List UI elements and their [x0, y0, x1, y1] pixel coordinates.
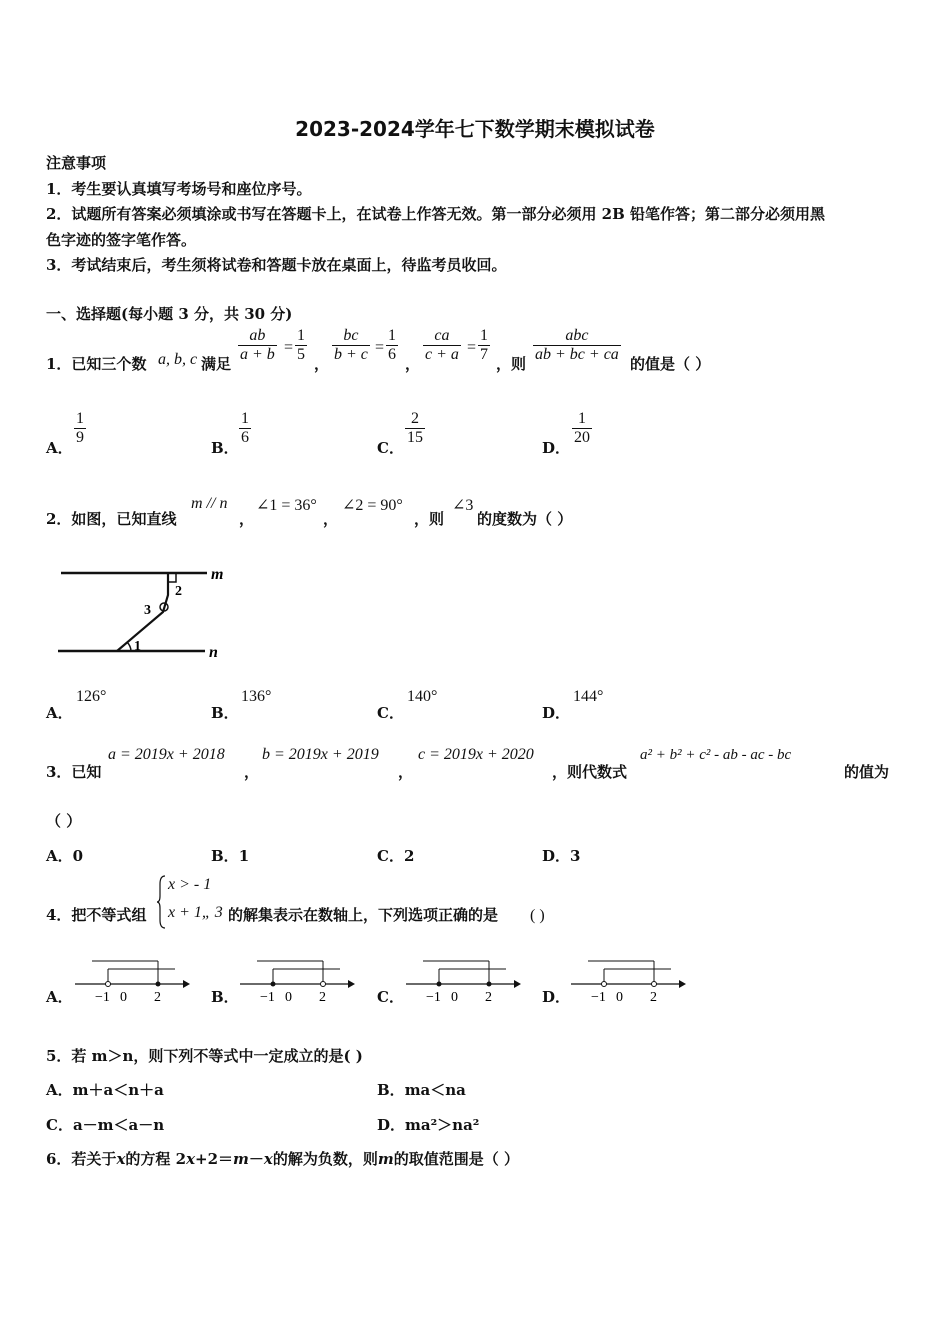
q2-cond1: m // n	[191, 495, 228, 512]
q1-option-a: $\frac{1}{9}$	[76, 410, 84, 446]
note-item-1: 1．考生要认真填写考场号和座位序号。	[46, 180, 312, 198]
q1-option-b: $\frac{1}{6}$	[241, 410, 249, 446]
q2-cond2: ∠1 = 36°	[256, 497, 317, 514]
svg-text:0: 0	[451, 990, 458, 1005]
q4-option-c-label: C．	[377, 988, 404, 1006]
q1-frac3: $\frac{ca}{c + a}$	[425, 327, 459, 363]
q4-line1: x > - 1	[168, 876, 212, 893]
label-m: m	[211, 566, 224, 583]
q1-eq2: =	[375, 339, 385, 356]
q2-cond3: ∠2 = 90°	[342, 497, 403, 514]
q3-b: b = 2019x + 2019	[262, 746, 379, 763]
q3-suffix: 的值为	[844, 763, 890, 781]
q4-numberline-a	[75, 955, 190, 1007]
q4-option-d-label: D．	[542, 988, 571, 1006]
q1-option-a-label: A．	[46, 439, 73, 457]
q1-option-c-label: C．	[377, 439, 404, 457]
svg-text:2: 2	[154, 990, 161, 1005]
q2-option-d-label: D．	[542, 704, 571, 722]
note-item-2: 2．试题所有答案必须填涂或书写在答题卡上，在试卷上作答无效。第一部分必须用 2B 铅笔作答；第二部分必须用黑	[46, 205, 826, 223]
note-item-3: 3．考试结束后，考生须将试卷和答题卡放在桌面上，待监考员收回。	[46, 256, 507, 274]
q4-option-a-label: A．	[46, 988, 73, 1006]
angle-2-mark	[168, 573, 176, 582]
q2-angle: ∠3	[452, 497, 474, 514]
q2-option-c: 140°	[407, 688, 438, 705]
q1-suffix: 的值是（ ）	[630, 355, 711, 373]
q1-frac2: $\frac{bc}{b + c}$	[334, 327, 368, 363]
q3-prefix: 3．已知	[46, 763, 102, 781]
q5-option-b: B．ma＜na	[377, 1081, 466, 1099]
q2-comma1: ，	[239, 510, 255, 528]
q3-option-b: B．1	[211, 847, 250, 865]
q3-option-c: C．2	[377, 847, 415, 865]
svg-text:0: 0	[120, 990, 127, 1005]
q5-option-c: C．a－m＜a－n	[46, 1116, 165, 1134]
q2-prefix: 2．如图，已知直线	[46, 510, 177, 528]
q2-then: ，则	[414, 510, 445, 528]
q4-brace	[157, 874, 167, 930]
q3-comma2: ，	[398, 763, 414, 781]
q1-eq1: =	[284, 339, 294, 356]
svg-text:0: 0	[616, 990, 623, 1005]
q1-option-b-label: B．	[211, 439, 239, 457]
q3-mid: ，则代数式	[552, 763, 628, 781]
q1-mid: 满足	[201, 355, 232, 373]
q5-option-a: A．m＋a＜n＋a	[46, 1081, 164, 1099]
section-heading: 一、选择题(每小题 3 分，共 30 分)	[46, 305, 293, 323]
q1-comma1: ，	[314, 355, 330, 373]
q1-target-frac: abc ab + bc + ca	[535, 327, 619, 363]
q4-line2: x + 1„ 3	[168, 904, 223, 921]
q3-option-a: A．0	[46, 847, 84, 865]
q2-option-b-label: B．	[211, 704, 239, 722]
q2-option-c-label: C．	[377, 704, 404, 722]
q1-vars: a, b, c	[158, 351, 198, 368]
q2-comma2: ，	[323, 510, 339, 528]
svg-text:2: 2	[319, 990, 326, 1005]
q1-prefix: 1．已知三个数	[46, 355, 147, 373]
q3-a: a = 2019x + 2018	[108, 746, 225, 763]
q3-option-d: D．3	[542, 847, 581, 865]
notes-heading: 注意事项	[46, 154, 107, 172]
q3-paren: （ ）	[46, 812, 82, 830]
q2-option-b: 136°	[241, 688, 272, 705]
q4-numberline-b	[240, 955, 355, 1007]
broken-line	[117, 573, 168, 651]
svg-text:2: 2	[485, 990, 492, 1005]
q1-eq3: =	[467, 339, 477, 356]
page-title: 2023-2024学年七下数学期末模拟试卷	[295, 117, 655, 141]
angle-1-mark	[127, 642, 131, 651]
label-angle-3: 3	[144, 603, 151, 618]
q1-option-d-label: D．	[542, 439, 571, 457]
svg-text:−1: −1	[426, 990, 441, 1005]
q4-suffix: 的解集表示在数轴上，下列选项正确的是	[228, 906, 499, 924]
label-n: n	[209, 644, 218, 660]
q4-prefix: 4．把不等式组	[46, 906, 147, 924]
q2-figure	[55, 560, 245, 660]
label-angle-2: 2	[175, 584, 182, 599]
svg-text:0: 0	[285, 990, 292, 1005]
svg-text:−1: −1	[591, 990, 606, 1005]
q2-option-a-label: A．	[46, 704, 73, 722]
svg-text:−1: −1	[95, 990, 110, 1005]
q1-frac3-val: $\frac{1}{7}$	[480, 327, 488, 363]
note-item-2-cont: 色字迹的签字笔作答。	[46, 231, 197, 249]
label-angle-1: 1	[134, 639, 141, 654]
q1-frac1-val: $\frac{1}{5}$	[297, 327, 305, 363]
q5-option-d: D．ma²＞na²	[377, 1116, 480, 1134]
q6-stem: 6．若关于x的方程 2x+2＝m－x的解为负数，则m的取值范围是（ ）	[46, 1150, 519, 1168]
svg-text:−1: −1	[260, 990, 275, 1005]
q1-frac2-val: $\frac{1}{6}$	[388, 327, 396, 363]
q4-paren: ( )	[530, 907, 545, 924]
q3-expr: a² + b² + c² - ab - ac - bc	[640, 747, 792, 763]
q4-numberline-d	[571, 955, 686, 1007]
q1-frac1: $\frac{ab}{a + b}$	[240, 327, 275, 363]
q5-stem: 5．若 m＞n，则下列不等式中一定成立的是( )	[46, 1047, 363, 1065]
q1-comma2: ，	[405, 355, 421, 373]
q4-option-b-label: B．	[211, 988, 239, 1006]
q3-comma1: ，	[244, 763, 260, 781]
q3-c: c = 2019x + 2020	[418, 746, 534, 763]
q2-suffix: 的度数为（ ）	[477, 510, 573, 528]
svg-text:2: 2	[650, 990, 657, 1005]
q1-option-d: $\frac{1}{20}$	[574, 410, 590, 446]
q2-option-a: 126°	[76, 688, 107, 705]
q2-option-d: 144°	[573, 688, 604, 705]
q4-numberline-c	[406, 955, 521, 1007]
q1-then: ，则	[496, 355, 527, 373]
q1-option-c: $\frac{2}{15}$	[407, 410, 423, 446]
